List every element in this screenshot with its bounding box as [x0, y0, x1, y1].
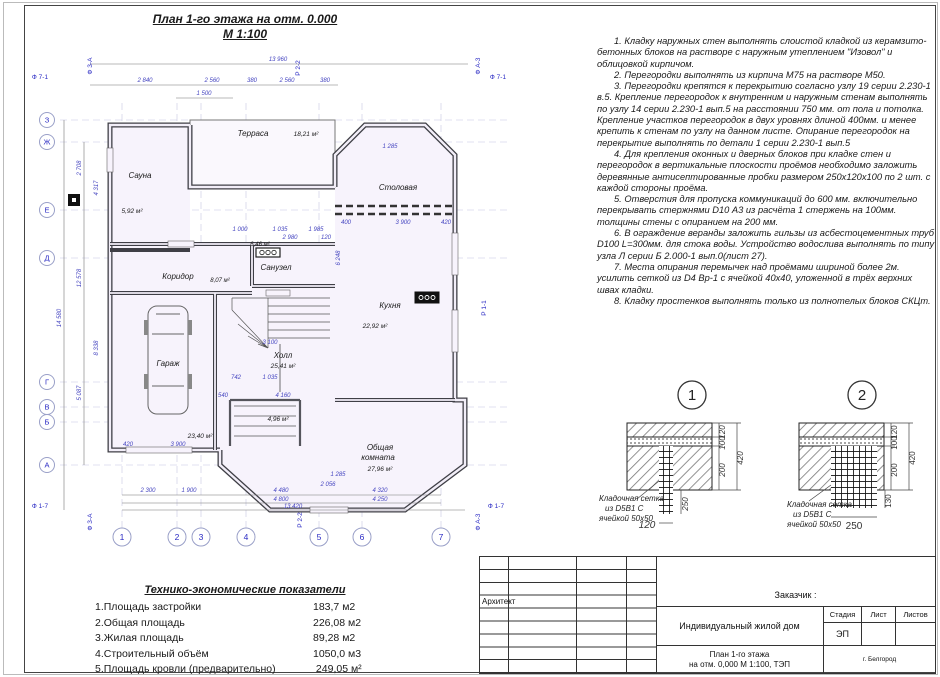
detail-2 [787, 373, 937, 538]
svg-text:200: 200 [718, 463, 727, 477]
svg-text:6: 6 [359, 532, 365, 542]
room-sauna-label: Сауна [128, 171, 152, 180]
note-item: 7. Места опирания перемычек над проёмами шириной более 2м. усилить сеткой из D4 Вр-1 с ячейкой 40х40, уложенной в трёх верхних швах кладки. [597, 261, 913, 295]
detail-1-label [598, 494, 664, 523]
stage-label: Стадия [824, 607, 862, 622]
svg-text:1 985: 1 985 [308, 227, 324, 233]
sheet-value [862, 623, 896, 645]
svg-text:Ф 3-А: Ф 3-А [87, 57, 94, 75]
svg-text:3 900: 3 900 [395, 220, 411, 226]
svg-text:Р 2-2: Р 2-2 [297, 512, 304, 528]
svg-text:2: 2 [174, 532, 180, 542]
tep-row: 5.Площадь кровли (предварительно) 249,05 м² [95, 663, 362, 675]
svg-text:2 840: 2 840 [137, 78, 153, 84]
detail-1-number: 1 [687, 387, 697, 404]
svg-text:100: 100 [718, 436, 727, 450]
note-item: 8. Кладку простенков выполнять только из полнотелых блоков СКЦт. [614, 295, 931, 306]
room-bathroom-area: 6,46 м² [250, 242, 270, 248]
svg-text:2 056: 2 056 [320, 482, 336, 488]
svg-text:Д: Д [44, 253, 50, 263]
svg-text:7: 7 [438, 532, 444, 542]
city-label: г. Белгород [862, 656, 897, 663]
room-terrace-label: Терраса [237, 129, 269, 138]
svg-text:13 960: 13 960 [268, 57, 288, 63]
svg-text:200: 200 [890, 463, 899, 477]
svg-text:1 285: 1 285 [382, 144, 398, 150]
svg-text:2 300: 2 300 [140, 488, 156, 494]
title-block [479, 556, 936, 674]
title-block-signature-grid [480, 557, 657, 673]
svg-text:380: 380 [246, 78, 258, 84]
svg-text:1 035: 1 035 [272, 227, 288, 233]
svg-text:3 900: 3 900 [170, 442, 186, 448]
svg-text:А: А [44, 460, 50, 470]
tep-row: 2.Общая площадь 226,08 м2 [95, 616, 362, 629]
note-item: 6. В ограждение веранды заложить гильзы из асбестоцементных труб D100 L=300мм. для стока воды. Устройство водослива выполнять по типу узла Л серии Б 2.000-1 вып.0(лист 27). [597, 228, 935, 261]
svg-text:1 035: 1 035 [262, 375, 278, 381]
svg-text:Ф А-3: Ф А-3 [475, 57, 482, 75]
svg-text:8 338: 8 338 [94, 340, 100, 356]
svg-text:4: 4 [243, 532, 249, 542]
svg-text:540: 540 [217, 393, 229, 399]
grid-bubbles-letters [40, 113, 55, 473]
svg-text:420: 420 [440, 220, 452, 226]
svg-text:ячейкой 50х50: ячейкой 50х50 [787, 520, 842, 529]
svg-text:Ф 3-А: Ф 3-А [87, 513, 94, 531]
sheet-label: Лист [862, 607, 896, 622]
tep-row: 3.Жилая площадь 89,28 м2 [95, 632, 356, 644]
tep-row: 4.Строительный объём 1050,0 м3 [95, 647, 362, 660]
svg-text:2 980: 2 980 [282, 235, 298, 241]
customer-label: Заказчик : [656, 557, 935, 607]
svg-text:5 087: 5 087 [77, 385, 83, 401]
svg-text:742: 742 [230, 375, 242, 381]
note-item: 5. Отверстия для пропуска коммуникаций до 600 мм. включительно перекрывать стержнями D10 А3 из расчёта 1 стержень на 100мм. толщины стены с опиранием на 200 мм. [597, 194, 918, 227]
svg-text:Р 2-2: Р 2-2 [295, 60, 302, 76]
drawing-title [95, 12, 395, 42]
note-item: 4. Для крепления оконных и дверных блоков при кладке стен и перегородок в вертикальные плоскости проёмов необходимо заложить деревянные антисептированные пробки размером 250х120х100 по 2 шт. с каждой стороны проёма. [597, 148, 931, 193]
svg-text:3: 3 [198, 532, 204, 542]
room-kitchen-area: 22,92 м² [362, 323, 388, 330]
tep-block [95, 584, 435, 677]
svg-text:1: 1 [119, 532, 125, 542]
svg-text:250: 250 [845, 521, 863, 532]
title-block-right [656, 557, 935, 673]
room-sauna-area: 5,92 м² [121, 208, 143, 215]
room-hall-label: Холл [273, 351, 293, 360]
svg-text:З: З [44, 115, 50, 125]
stage-value: ЭП [824, 623, 862, 645]
svg-text:из D5В1 С: из D5В1 С [605, 504, 644, 513]
svg-text:420: 420 [736, 451, 745, 465]
project-name: Индивидуальный жилой дом [656, 607, 824, 645]
svg-text:Ф 7-1: Ф 7-1 [489, 74, 507, 81]
svg-text:2 708: 2 708 [77, 160, 83, 176]
svg-text:Ф 1-7: Ф 1-7 [487, 503, 505, 510]
room-garage-label: Гараж [156, 359, 180, 368]
room-living-area: 27,96 м² [367, 466, 393, 473]
note-item: 2. Перегородки выполнять из кирпича М75 на растворе М50. [614, 69, 886, 80]
notes-list [597, 36, 935, 307]
detail-2-section [799, 423, 884, 508]
svg-text:1 285: 1 285 [330, 472, 346, 478]
room-kitchen-label: Кухня [379, 301, 401, 310]
svg-text:1 900: 1 900 [181, 488, 197, 494]
drawing-title-line2: М 1:100 [222, 27, 268, 41]
detail-2-label [787, 500, 852, 529]
room-bathroom-label: Санузел [260, 263, 292, 272]
svg-text:Г: Г [44, 377, 50, 387]
svg-text:Ф 7-1: Ф 7-1 [31, 74, 49, 81]
svg-text:ячейкой 50х50: ячейкой 50х50 [599, 514, 654, 523]
svg-text:Е: Е [44, 205, 50, 215]
room-dining-label: Столовая [378, 183, 418, 192]
svg-text:100: 100 [890, 436, 899, 450]
detail-1 [597, 373, 787, 538]
svg-text:380: 380 [319, 78, 331, 84]
svg-text:13 420: 13 420 [283, 504, 303, 510]
svg-text:3 100: 3 100 [262, 340, 278, 346]
note-item: 1. Кладку наружных стен выполнять слоистой кладкой из керамзито-бетонных блоков на растворе с наружным утеплением "Изовол" и облицовкой кирпичом. [597, 36, 927, 69]
tep-heading: Технико-экономические показатели [144, 584, 346, 596]
room-corridor-label: Коридор [162, 272, 194, 281]
svg-text:1 000: 1 000 [232, 227, 248, 233]
svg-text:Кладочная сетка: Кладочная сетка [599, 494, 664, 503]
svg-text:250: 250 [681, 497, 690, 511]
svg-text:400: 400 [340, 220, 352, 226]
drawing-title-line1: План 1-го этажа на отм. 0.000 [152, 12, 338, 26]
note-item: 3. Перегородки крепятся к перекрытию согласно узлу 19 серии 2.230-1 в.5. Крепление перегородок к внутренним и наружным стенам выполнять по узлу 14 серии 2.230-1 вып.5 на расстоянии 750 мм. от пола и потолка. Крепление участков перегородок в двух уровнях длиной 400мм. и менее крепить к стенам по узлу на данном листе. Опирание перегородок на перекрытие выполнять по детали 1 серии 2.230-1 вып.5 [597, 81, 931, 148]
svg-text:4 250: 4 250 [372, 497, 388, 503]
room-living-label1: Общая [366, 443, 394, 452]
stage-table [824, 607, 935, 645]
svg-text:6 248: 6 248 [336, 250, 342, 266]
svg-text:В: В [44, 402, 50, 412]
room-living-label2: комната [361, 453, 395, 462]
architect-label: Архитект [482, 597, 516, 606]
svg-text:4 800: 4 800 [273, 497, 289, 503]
svg-text:5: 5 [316, 532, 322, 542]
svg-text:Ф 1-7: Ф 1-7 [31, 503, 49, 510]
svg-text:4 317: 4 317 [94, 180, 100, 196]
svg-text:2 560: 2 560 [204, 78, 220, 84]
tep-row: 1.Площадь застройки 183,7 м2 [95, 601, 356, 613]
floor-plan [28, 48, 528, 568]
room-corridor-area: 8,07 м² [210, 278, 230, 284]
svg-text:4 160: 4 160 [275, 393, 291, 399]
svg-text:120: 120 [890, 425, 899, 439]
detail-2-number: 2 [857, 387, 867, 404]
svg-text:Кладочная сетка: Кладочная сетка [787, 500, 852, 509]
grid-bubbles-numbers [113, 528, 450, 546]
drawing-name: План 1-го этажа на отм. 0,000 М 1:100, ТЭП [656, 646, 824, 673]
svg-text:130: 130 [884, 494, 893, 508]
svg-text:2 560: 2 560 [279, 78, 295, 84]
svg-text:4 320: 4 320 [372, 488, 388, 494]
svg-text:120: 120 [718, 425, 727, 439]
room-terrace-area: 18,21 м² [293, 131, 319, 138]
svg-text:Ф А-3: Ф А-3 [475, 513, 482, 531]
svg-text:12 578: 12 578 [77, 268, 83, 288]
svg-text:Б: Б [44, 417, 50, 427]
svg-text:4 480: 4 480 [273, 488, 289, 494]
svg-text:120: 120 [638, 520, 656, 531]
sheets-value [896, 623, 935, 645]
room-hall-area: 25,41 м² [270, 363, 296, 370]
svg-text:1 500: 1 500 [196, 91, 212, 97]
svg-text:из D5В1 С: из D5В1 С [793, 510, 832, 519]
room-garage-area: 23,40 м² [187, 433, 213, 440]
room-vestibule-area: 4,96 м² [267, 416, 289, 423]
sheets-label: Листов [903, 610, 928, 619]
svg-text:Р 1-1: Р 1-1 [481, 300, 488, 316]
svg-text:14 580: 14 580 [57, 308, 63, 328]
svg-text:420: 420 [122, 442, 134, 448]
svg-text:Ж: Ж [43, 137, 51, 147]
svg-text:120: 120 [320, 235, 332, 241]
svg-text:420: 420 [908, 451, 917, 465]
